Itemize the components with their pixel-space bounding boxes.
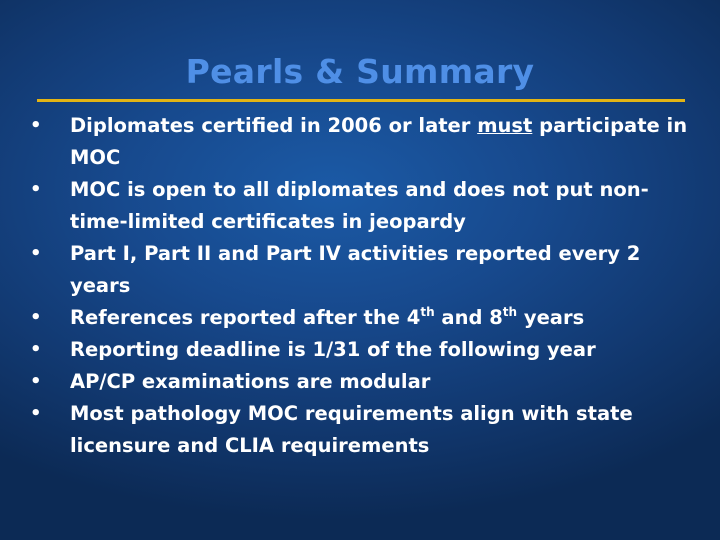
bullet-list	[30, 110, 710, 462]
title-underline-rule	[37, 99, 685, 102]
bullet-dot-icon: •	[30, 307, 42, 328]
bullet-text-continued: years	[70, 274, 131, 297]
ordinal-superscript: th	[420, 305, 435, 319]
bullet-text: Reporting deadline is 1/31 of the following year	[70, 338, 596, 361]
bullet-dot-icon: •	[30, 179, 42, 200]
bullet-item-alignment	[30, 398, 710, 462]
bullet-text-continued: MOC	[70, 146, 121, 169]
bullet-text: Part I, Part II and Part IV activities reported every 2	[70, 242, 641, 265]
bullet-text: years	[517, 306, 585, 329]
bullet-item-moc-participation	[30, 110, 710, 174]
slide-title: Pearls & Summary	[185, 52, 535, 91]
bullet-text: Most pathology MOC requirements align with state	[70, 402, 633, 425]
bullet-dot-icon: •	[30, 115, 42, 136]
bullet-dot-icon: •	[30, 371, 42, 392]
bullet-item-references	[30, 302, 710, 334]
bullet-dot-icon: •	[30, 403, 42, 424]
bullet-text: and 8	[434, 306, 503, 329]
bullet-item-moc-open	[30, 174, 710, 238]
bullet-dot-icon: •	[30, 339, 42, 360]
bullet-text: MOC is open to all diplomates and does not put non-	[70, 178, 649, 201]
bullet-text: Diplomates certified in 2006 or later	[70, 114, 478, 137]
bullet-text: AP/CP examinations are modular	[70, 370, 431, 393]
bullet-item-part-activities	[30, 238, 710, 302]
bullet-emphasis-underlined: must	[477, 114, 533, 137]
bullet-dot-icon: •	[30, 243, 42, 264]
bullet-item-reporting-deadline	[30, 334, 710, 366]
bullet-text: References reported after the 4	[70, 306, 421, 329]
bullet-text-continued: licensure and CLIA requirements	[70, 434, 430, 457]
ordinal-superscript: th	[502, 305, 518, 319]
bullet-text: participate in	[532, 114, 688, 137]
bullet-item-apcp-exams	[30, 366, 710, 398]
bullet-text-continued: time-limited certificates in jeopardy	[70, 210, 466, 233]
